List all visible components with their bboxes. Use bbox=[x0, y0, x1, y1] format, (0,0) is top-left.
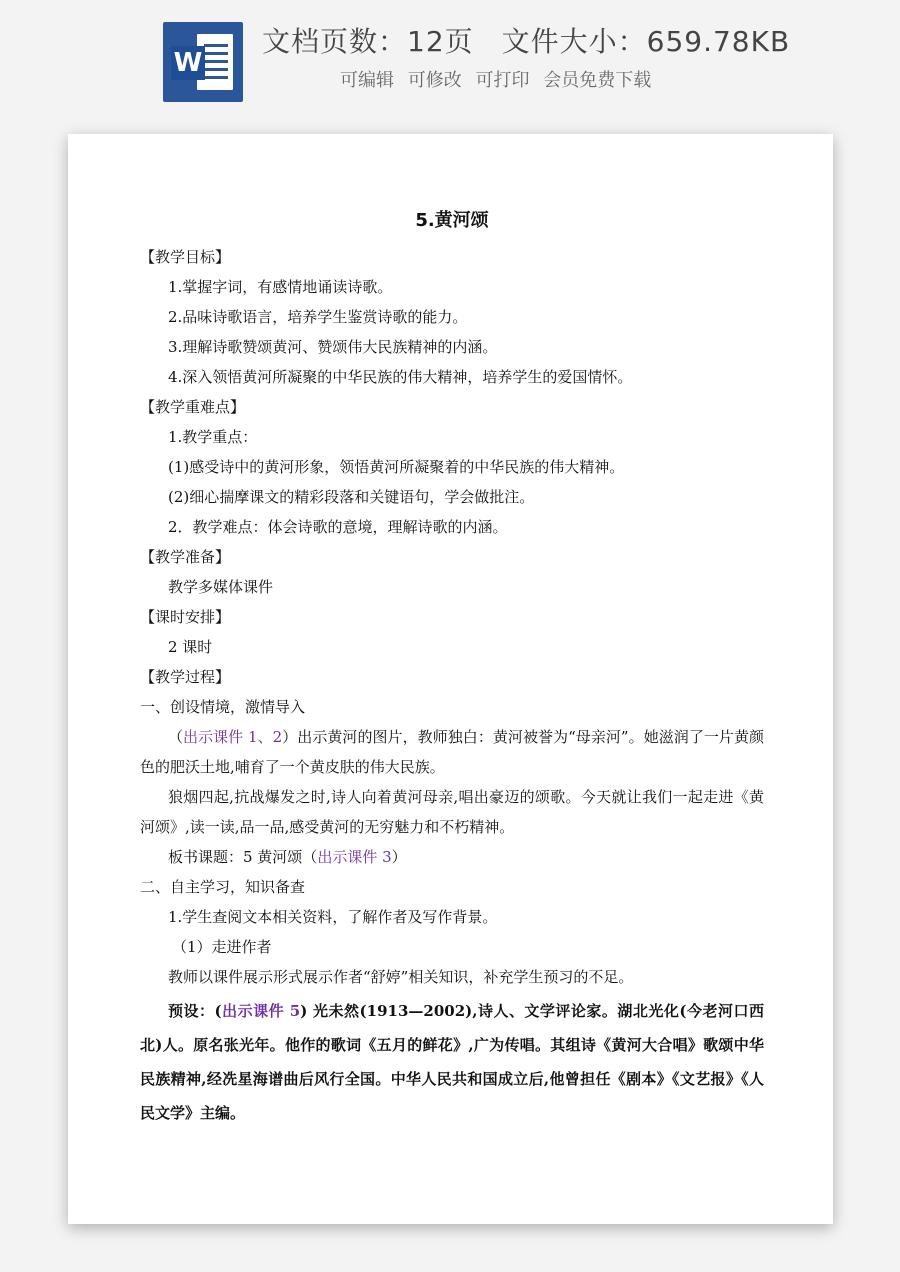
document-title: 5.黄河颂 bbox=[415, 210, 489, 231]
section-process: 【教学过程】 bbox=[140, 668, 231, 686]
document-page bbox=[68, 134, 833, 1224]
header-banner bbox=[0, 0, 900, 120]
courseware-link-1-2: 出示课件 1、2 bbox=[183, 728, 283, 746]
word-file-icon bbox=[163, 22, 243, 102]
document-body bbox=[140, 200, 764, 1130]
doc-perks bbox=[340, 66, 659, 92]
page-count: 文档页数：12页 bbox=[262, 25, 474, 58]
courseware-link-5: 出示课件 5 bbox=[221, 1002, 301, 1020]
author-bio-paragraph bbox=[140, 994, 764, 1130]
board-title-post: ） bbox=[391, 848, 407, 866]
study-1b: 教师以课件展示形式展示作者“舒婷”相关知识，补充学生预习的不足。 bbox=[168, 968, 634, 986]
preset-pre: 预设：( bbox=[168, 1002, 222, 1020]
intro-rest: ）出示黄河的图片，教师独白：黄河被誉为“母亲河”。她滋润了一片黄颜色的肥沃土地,哺育了一个黄皮肤的伟大民族。 bbox=[140, 728, 764, 776]
file-size: 文件大小：659.78KB bbox=[501, 25, 791, 58]
perk-free-download: 会员免费下载 bbox=[543, 70, 652, 91]
objective-3: 3.理解诗歌赞颂黄河、赞颂伟大民族精神的内涵。 bbox=[168, 338, 498, 356]
step-1-heading: 一、创设情境，激情导入 bbox=[140, 698, 306, 716]
doc-stats bbox=[262, 20, 790, 60]
perk-modifiable: 可修改 bbox=[407, 70, 462, 91]
perk-editable: 可编辑 bbox=[340, 70, 394, 91]
intro-paragraph bbox=[140, 722, 764, 782]
board-title-line bbox=[140, 842, 764, 872]
step-2-heading: 二、自主学习，知识备查 bbox=[140, 878, 306, 896]
preset-rest: ) 光未然(1913—2002),诗人、文学评论家。湖北光化(今老河口西北)人。原名张光年。他作的歌词《五月的鲜花》,广为传唱。其组诗《黄河大合唱》歌颂中华民族精神,经冼星海谱曲后风行全国。中华人民共和国成立后,他曾担任《剧本》《文艺报》《人民文学》主编。 bbox=[140, 1002, 764, 1122]
difficulty: 2．教学难点：体会诗歌的意境，理解诗歌的内涵。 bbox=[168, 518, 508, 536]
section-objectives: 【教学目标】 bbox=[140, 248, 231, 266]
context-paragraph: 狼烟四起,抗战爆发之时,诗人向着黄河母亲,唱出豪迈的颂歌。今天就让我们一起走进《黄河颂》,读一读,品一品,感受黄河的无穷魅力和不朽精神。 bbox=[140, 788, 764, 836]
objective-2: 2.品味诗歌语言，培养学生鉴赏诗歌的能力。 bbox=[168, 308, 468, 326]
perk-printable: 可打印 bbox=[475, 70, 530, 91]
study-1: 1.学生查阅文本相关资料，了解作者及写作背景。 bbox=[168, 908, 498, 926]
keypoint-1: (1)感受诗中的黄河形象，领悟黄河所凝聚着的中华民族的伟大精神。 bbox=[168, 458, 625, 476]
section-schedule: 【课时安排】 bbox=[140, 608, 231, 626]
intro-open: （ bbox=[168, 728, 184, 746]
objective-4: 4.深入领悟黄河所凝聚的中华民族的伟大精神，培养学生的爱国情怀。 bbox=[168, 368, 633, 386]
keypoint-2: (2)细心揣摩课文的精彩段落和关键语句，学会做批注。 bbox=[168, 488, 535, 506]
keypoint-heading: 1.教学重点： bbox=[168, 428, 258, 446]
objective-1: 1.掌握字词，有感情地诵读诗歌。 bbox=[168, 278, 393, 296]
word-letter: W bbox=[171, 46, 205, 80]
study-1a: （1）走进作者 bbox=[172, 938, 272, 956]
courseware-link-3: 出示课件 3 bbox=[317, 848, 392, 866]
prep-text: 教学多媒体课件 bbox=[168, 578, 274, 596]
board-title-pre: 板书课题：5 黄河颂（ bbox=[168, 848, 318, 866]
section-keypoints: 【教学重难点】 bbox=[140, 398, 246, 416]
schedule-text: 2 课时 bbox=[168, 638, 213, 656]
section-prep: 【教学准备】 bbox=[140, 548, 231, 566]
